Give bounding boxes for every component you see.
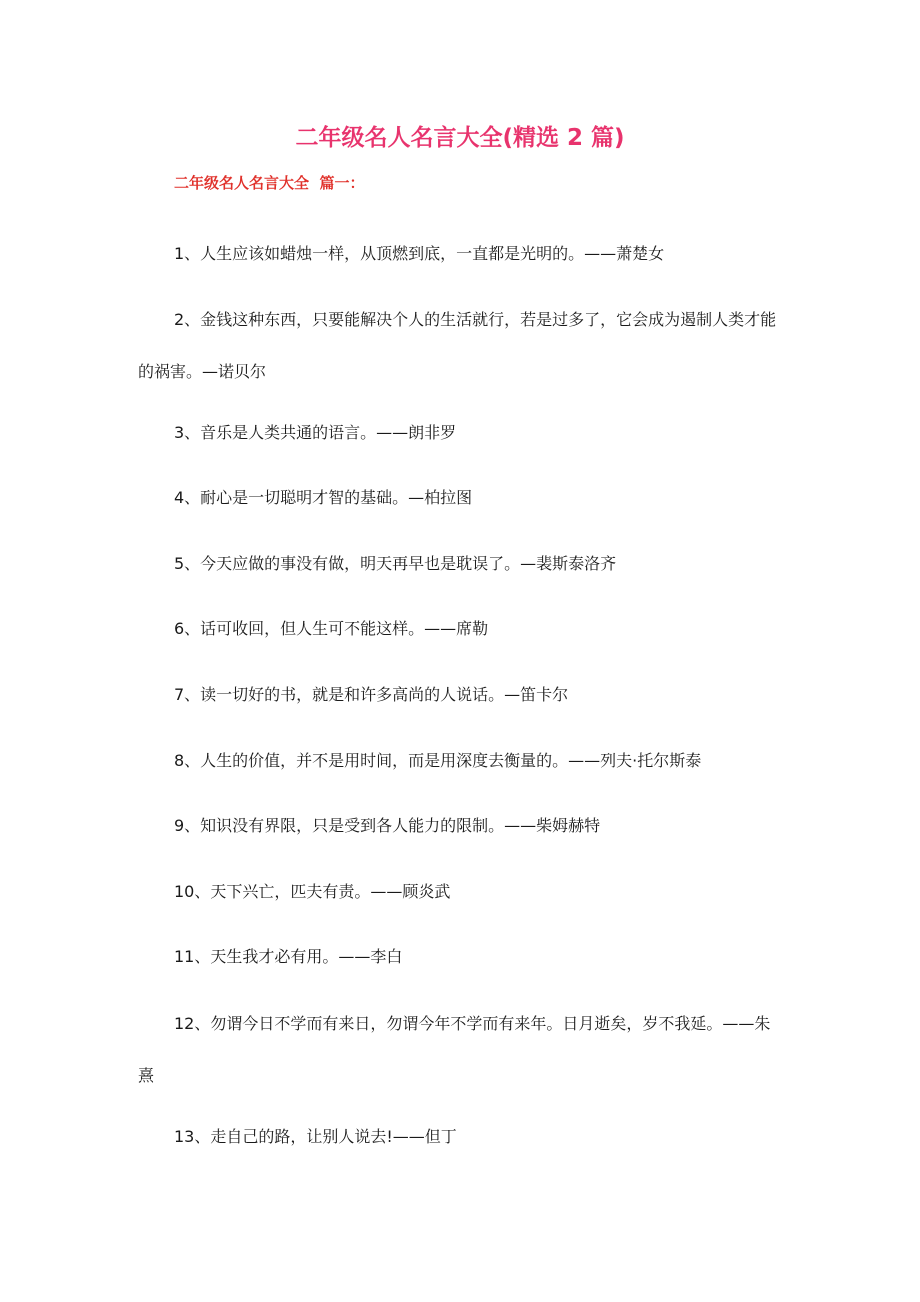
section-heading: 二年级名人名言大全 篇一： xyxy=(174,174,365,192)
quote-item: 5、今天应做的事没有做，明天再早也是耽误了。—裴斯泰洛齐 xyxy=(174,554,617,573)
quote-item: 8、人生的价值，并不是用时间，而是用深度去衡量的。——列夫·托尔斯泰 xyxy=(174,751,702,770)
quote-item: 7、读一切好的书，就是和许多高尚的人说话。—笛卡尔 xyxy=(174,685,569,704)
document-title: 二年级名人名言大全(精选 2 篇) xyxy=(295,125,625,151)
quote-item: 9、知识没有界限，只是受到各人能力的限制。——柴姆赫特 xyxy=(174,816,601,835)
quote-item: 1、人生应该如蜡烛一样，从顶燃到底，一直都是光明的。——萧楚女 xyxy=(174,244,665,263)
quote-item: 10、天下兴亡，匹夫有责。——顾炎武 xyxy=(174,882,451,901)
quote-item: 11、天生我才必有用。——李白 xyxy=(174,947,403,966)
quote-item: 13、走自己的路，让别人说去!——但丁 xyxy=(174,1127,457,1146)
quote-item: 3、音乐是人类共通的语言。——朗非罗 xyxy=(174,423,457,442)
quote-item: 4、耐心是一切聪明才智的基础。—柏拉图 xyxy=(174,488,473,507)
quote-item: 6、话可收回，但人生可不能这样。——席勒 xyxy=(174,619,489,638)
quote-item: 12、勿谓今日不学而有来日，勿谓今年不学而有来年。日月逝矣，岁不我延。——朱熹 xyxy=(138,1014,771,1085)
quote-item: 2、金钱这种东西，只要能解决个人的生活就行，若是过多了，它会成为遏制人类才能的祸害。—诺贝尔 xyxy=(138,310,777,381)
